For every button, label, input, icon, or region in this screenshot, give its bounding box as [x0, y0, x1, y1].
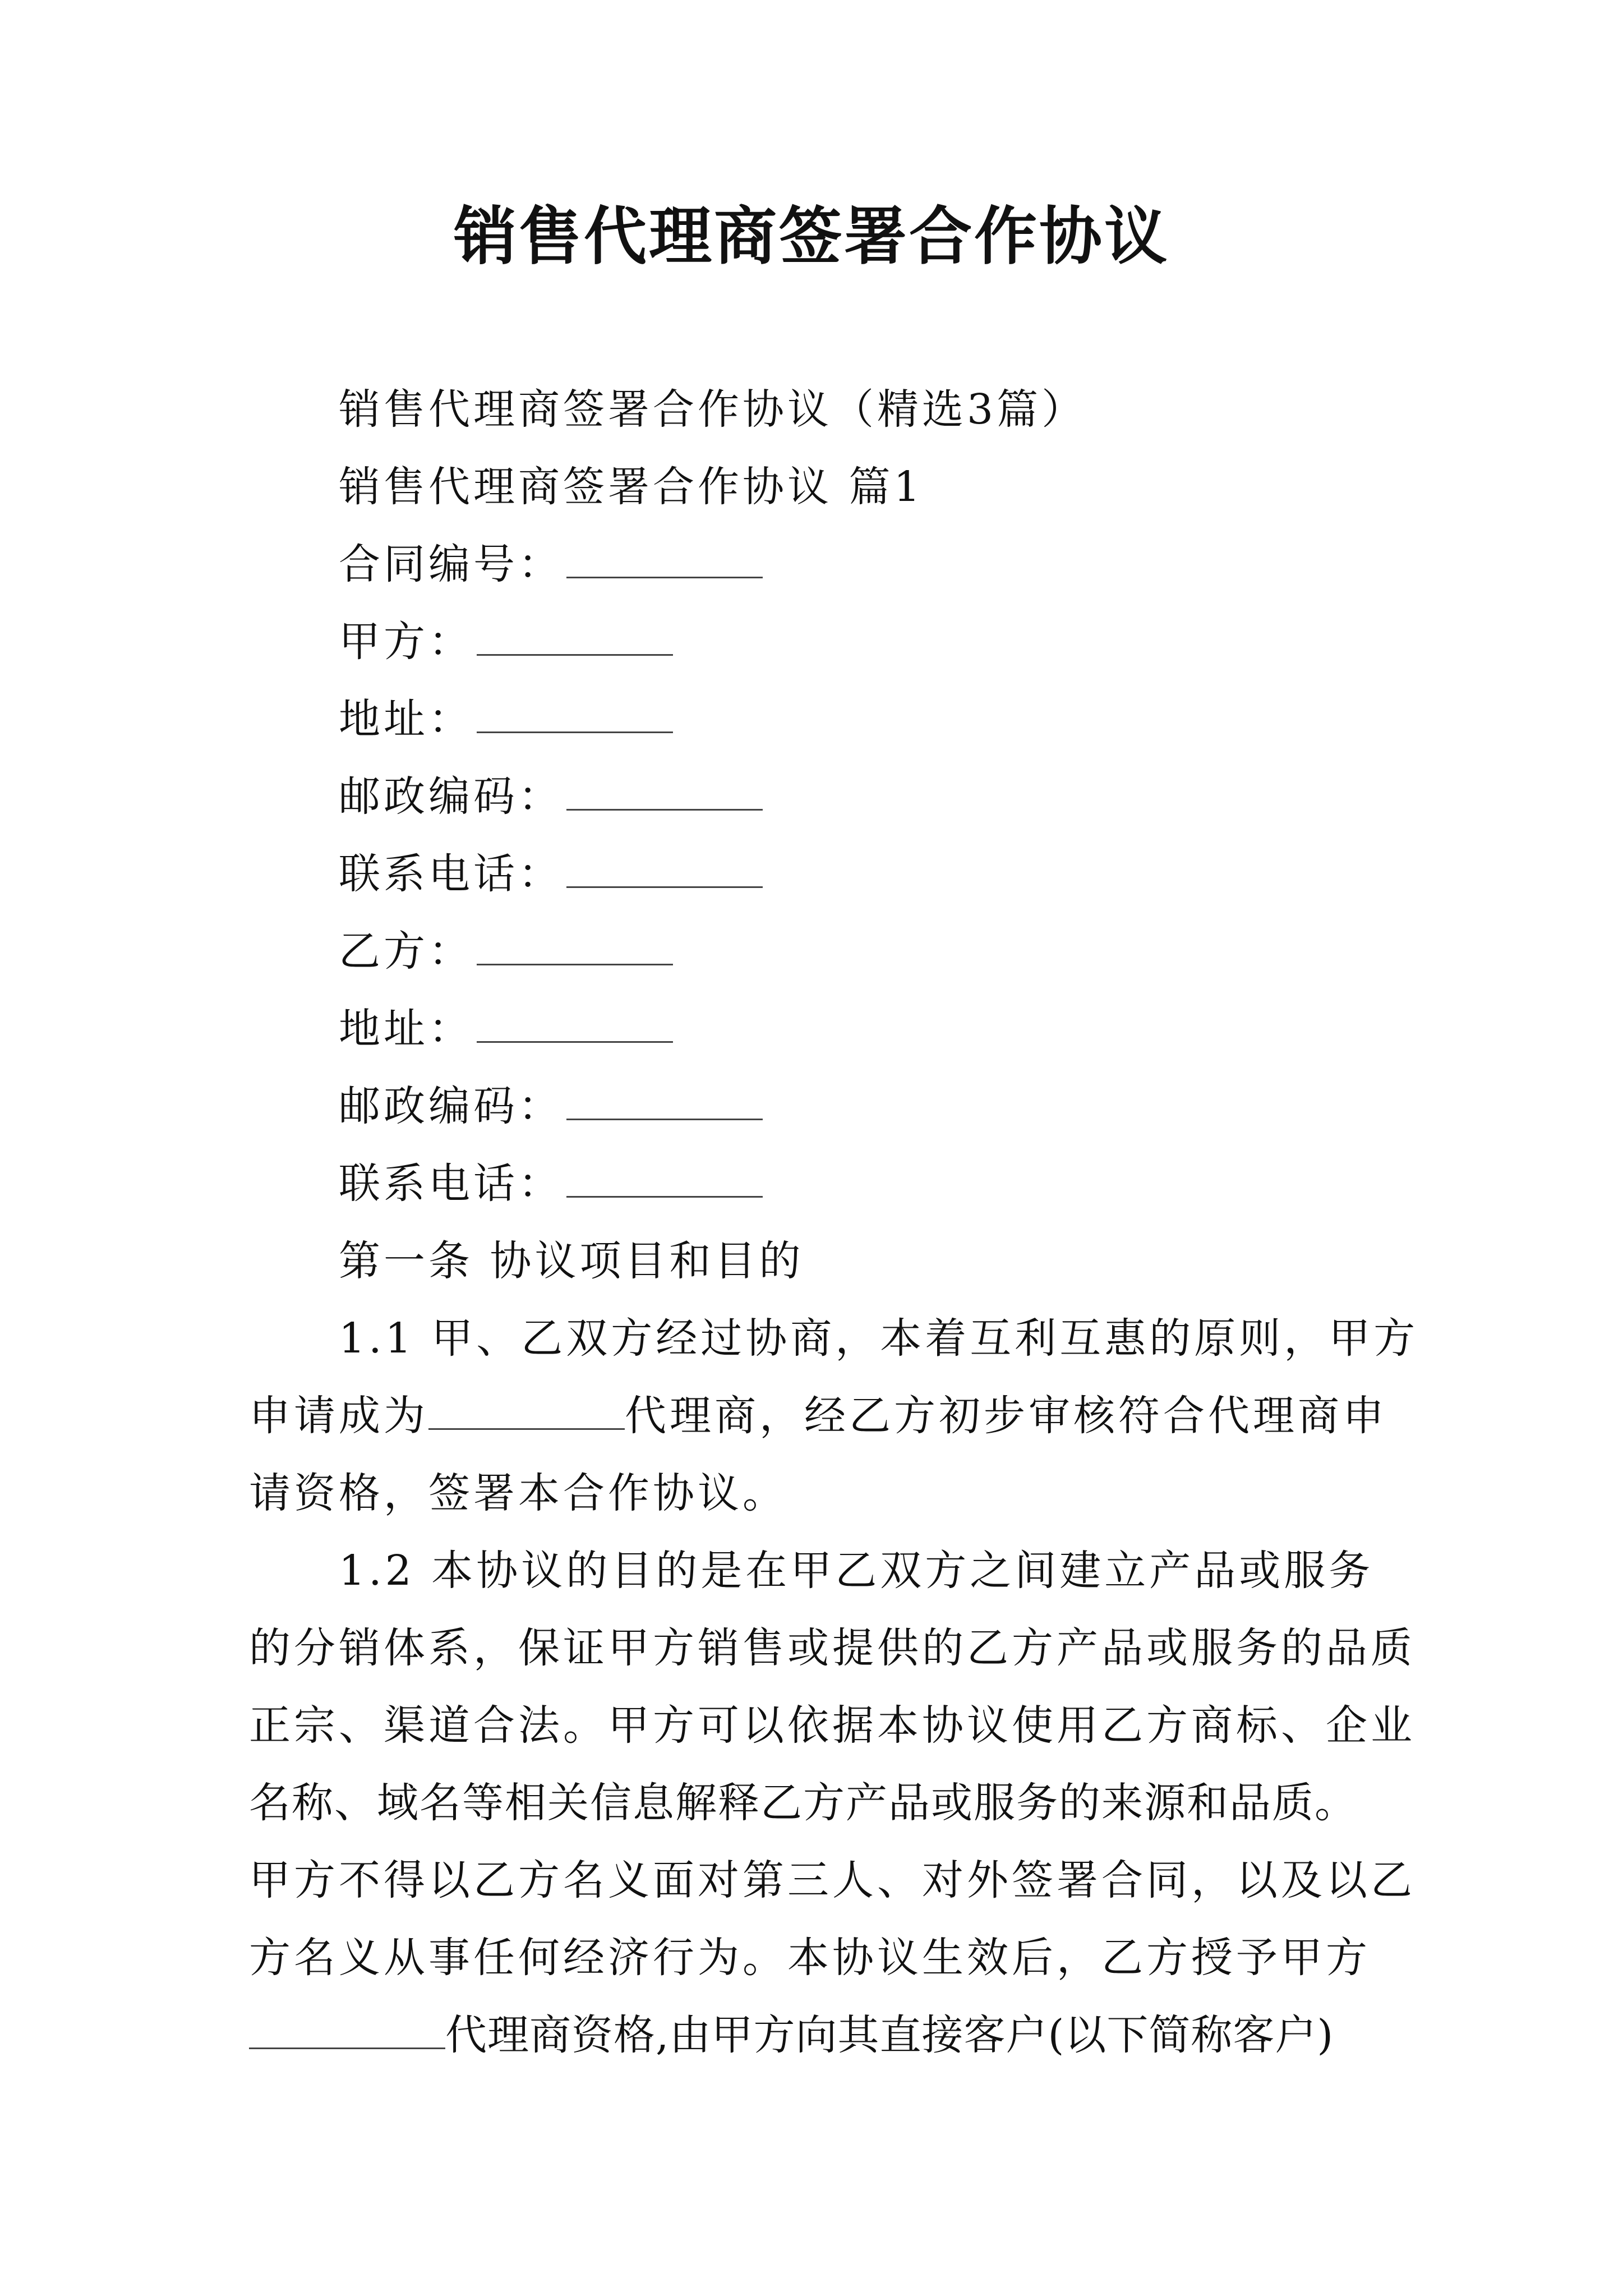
field-contract-number [339, 536, 763, 592]
field-party-a [339, 614, 673, 670]
paragraph-1-2-line: 名称、域名等相关信息解释乙方产品或服务的来源和品质。 [249, 1779, 1357, 1827]
field-party-a-address [339, 691, 673, 747]
paragraph-1-2-line: 方名义从事任何经济行为。本协议生效后，乙方授予甲方 [249, 1934, 1371, 1982]
article-1-heading: 第一条 协议项目和目的 [339, 1237, 804, 1285]
fill-in-blank [566, 853, 763, 888]
paragraph-1-1-line: 1.1 甲、乙双方经过协商，本着互利互惠的原则，甲方 [339, 1314, 1419, 1363]
fill-in-blank [566, 1162, 763, 1198]
field-party-b-phone [339, 1156, 763, 1212]
field-label: 甲方： [339, 618, 473, 666]
fill-in-blank [477, 698, 673, 733]
fill-in-blank [477, 1007, 673, 1043]
paragraph-1-2-line [249, 2007, 1334, 2063]
field-party-a-postcode [339, 769, 763, 825]
fill-in-blank [428, 1395, 625, 1430]
field-label: 联系电话： [339, 1159, 563, 1208]
text-span: 代理商资格,由甲方向其直接客户(以下简称客户) [445, 2011, 1334, 2059]
field-label: 邮政编码： [339, 1082, 563, 1130]
fill-in-blank [477, 620, 673, 656]
fill-in-blank [477, 930, 673, 965]
fill-in-blank [566, 775, 763, 811]
field-party-a-phone [339, 846, 763, 902]
field-label: 地址： [339, 1005, 473, 1053]
section-heading: 销售代理商签署合作协议 篇1 [339, 463, 924, 511]
paragraph-1-1-line [249, 1388, 1387, 1444]
field-party-b [339, 923, 673, 979]
document-title: 销售代理商签署合作协议 [454, 200, 1169, 273]
paragraph-1-2-line: 1.2 本协议的目的是在甲乙双方之间建立产品或服务 [339, 1547, 1374, 1595]
fill-in-blank [566, 1085, 763, 1120]
text-span: 代理商，经乙方初步审核符合代理商申 [625, 1392, 1387, 1440]
fill-in-blank [566, 543, 763, 578]
paragraph-1-2-line: 正宗、渠道合法。甲方可以依据本协议使用乙方商标、企业 [249, 1701, 1415, 1750]
field-label: 邮政编码： [339, 772, 563, 821]
text-span: 申请成为 [249, 1392, 428, 1440]
field-party-b-address [339, 1001, 673, 1057]
field-label: 合同编号： [339, 540, 563, 588]
paragraph-1-2-line: 甲方不得以乙方名义面对第三人、对外签署合同，以及以乙 [249, 1856, 1415, 1904]
field-label: 联系电话： [339, 850, 563, 898]
field-label: 地址： [339, 695, 473, 743]
field-party-b-postcode [339, 1078, 763, 1134]
paragraph-1-1-line: 请资格，签署本合作协议。 [249, 1469, 787, 1517]
fill-in-blank [249, 2014, 445, 2049]
document-subtitle: 销售代理商签署合作协议（精选3篇） [339, 385, 1087, 434]
paragraph-1-2-line: 的分销体系，保证甲方销售或提供的乙方产品或服务的品质 [249, 1624, 1415, 1672]
field-label: 乙方： [339, 927, 473, 976]
